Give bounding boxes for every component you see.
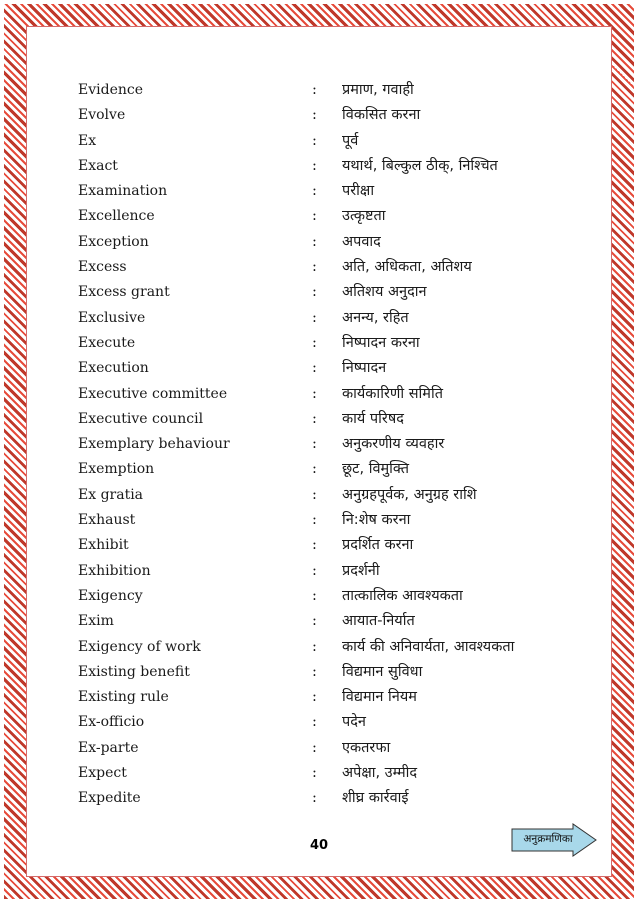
separator-colon: :	[312, 82, 317, 98]
term-english: Existing benefit	[78, 663, 190, 680]
term-english: Exhibition	[78, 562, 151, 579]
term-english: Exemplary behaviour	[78, 436, 230, 453]
separator-colon: :	[312, 562, 317, 579]
term-english: Evidence	[78, 82, 143, 98]
list-item	[78, 411, 578, 436]
list-item	[78, 537, 578, 562]
separator-colon: :	[312, 385, 317, 402]
term-english: Excess	[78, 259, 127, 276]
list-item	[78, 790, 578, 815]
term-english: Ex	[78, 132, 97, 149]
term-hindi: विकसित करना	[342, 107, 421, 124]
term-hindi: उत्कृष्टता	[342, 208, 386, 225]
term-hindi: अपेक्षा, उम्मीद	[342, 765, 418, 782]
list-item	[78, 740, 578, 765]
list-item	[78, 310, 578, 335]
term-english: Execution	[78, 360, 149, 377]
list-item	[78, 284, 578, 309]
term-hindi: कार्य की अनिवार्यता, आवश्यकता	[342, 638, 515, 655]
index-button[interactable]	[511, 823, 597, 857]
separator-colon: :	[312, 613, 317, 630]
term-english: Exact	[78, 157, 118, 174]
term-hindi: अनुग्रहपूर्वक, अनुग्रह राशि	[342, 486, 477, 503]
separator-colon: :	[312, 183, 317, 200]
term-hindi: पदेन	[342, 714, 366, 731]
term-hindi: शीघ्र कार्रवाई	[342, 790, 409, 807]
index-button-label: अनुक्रमणिका	[523, 833, 573, 845]
separator-colon: :	[312, 334, 317, 351]
term-english: Exhaust	[78, 512, 136, 529]
separator-colon: :	[312, 512, 317, 529]
term-english: Excellence	[78, 208, 155, 225]
separator-colon: :	[312, 461, 317, 478]
term-hindi: कार्यकारिणी समिति	[342, 385, 443, 402]
list-item	[78, 208, 578, 233]
term-english: Expedite	[78, 790, 141, 807]
separator-colon: :	[312, 663, 317, 680]
separator-colon: :	[312, 689, 317, 706]
term-hindi: नि:शेष करना	[342, 512, 411, 529]
term-hindi: प्रदर्शनी	[342, 562, 380, 579]
term-hindi: आयात-निर्यात	[342, 613, 415, 630]
term-hindi: कार्य परिषद	[342, 410, 404, 427]
list-item	[78, 563, 578, 588]
term-english: Ex gratia	[78, 486, 144, 503]
list-item	[78, 234, 578, 259]
term-english: Exception	[78, 233, 149, 250]
separator-colon: :	[312, 714, 317, 731]
list-item	[78, 82, 578, 107]
separator-colon: :	[312, 157, 317, 174]
separator-colon: :	[312, 765, 317, 782]
list-item	[78, 183, 578, 208]
term-hindi: प्रमाण, गवाही	[342, 82, 414, 98]
term-hindi: एकतरफा	[342, 739, 391, 756]
list-item	[78, 689, 578, 714]
term-hindi: निष्पादन करना	[342, 334, 420, 351]
list-item	[78, 436, 578, 461]
separator-colon: :	[312, 739, 317, 756]
term-hindi: छूट, विमुक्ति	[342, 461, 409, 478]
term-hindi: यथार्थ, बिल्कुल ठीक्, निश्चित	[342, 157, 498, 174]
list-item	[78, 512, 578, 537]
term-english: Exhibit	[78, 537, 129, 554]
list-item	[78, 360, 578, 385]
list-item	[78, 613, 578, 638]
separator-colon: :	[312, 638, 317, 655]
separator-colon: :	[312, 284, 317, 301]
term-english: Executive council	[78, 410, 204, 427]
term-hindi: अपवाद	[342, 233, 381, 250]
separator-colon: :	[312, 259, 317, 276]
list-item	[78, 714, 578, 739]
term-english: Exigency	[78, 587, 143, 604]
term-hindi: अनन्य, रहित	[342, 309, 409, 326]
term-english: Exigency of work	[78, 638, 201, 655]
list-item	[78, 107, 578, 132]
term-english: Excess grant	[78, 284, 170, 301]
list-item	[78, 639, 578, 664]
term-hindi: अनुकरणीय व्यवहार	[342, 436, 445, 453]
term-hindi: परीक्षा	[342, 183, 375, 200]
separator-colon: :	[312, 309, 317, 326]
glossary-list	[78, 82, 578, 816]
list-item	[78, 765, 578, 790]
term-english: Expect	[78, 765, 127, 782]
separator-colon: :	[312, 587, 317, 604]
term-english: Ex-parte	[78, 739, 139, 756]
list-item	[78, 487, 578, 512]
term-hindi: निष्पादन	[342, 360, 387, 377]
term-hindi: अति, अधिकता, अतिशय	[342, 259, 472, 276]
list-item	[78, 664, 578, 689]
term-english: Examination	[78, 183, 168, 200]
term-english: Evolve	[78, 107, 126, 124]
separator-colon: :	[312, 410, 317, 427]
term-english: Executive committee	[78, 385, 228, 402]
list-item	[78, 158, 578, 183]
term-hindi: प्रदर्शित करना	[342, 537, 414, 554]
list-item	[78, 588, 578, 613]
term-hindi: तात्कालिक आवश्यकता	[342, 587, 463, 604]
list-item	[78, 133, 578, 158]
separator-colon: :	[312, 132, 317, 149]
term-english: Existing rule	[78, 689, 169, 706]
list-item	[78, 461, 578, 486]
list-item	[78, 259, 578, 284]
term-english: Exemption	[78, 461, 155, 478]
separator-colon: :	[312, 537, 317, 554]
separator-colon: :	[312, 486, 317, 503]
term-english: Execute	[78, 334, 136, 351]
term-hindi: विद्यमान नियम	[342, 689, 417, 706]
list-item	[78, 335, 578, 360]
separator-colon: :	[312, 107, 317, 124]
term-english: Ex-officio	[78, 714, 145, 731]
separator-colon: :	[312, 360, 317, 377]
separator-colon: :	[312, 436, 317, 453]
page-number: 40	[309, 838, 329, 853]
term-hindi: पूर्व	[342, 132, 359, 149]
separator-colon: :	[312, 790, 317, 807]
term-hindi: अतिशय अनुदान	[342, 284, 427, 301]
term-english: Exclusive	[78, 309, 146, 326]
list-item	[78, 386, 578, 411]
term-hindi: विद्यमान सुविधा	[342, 663, 423, 680]
separator-colon: :	[312, 208, 317, 225]
separator-colon: :	[312, 233, 317, 250]
term-english: Exim	[78, 613, 114, 630]
